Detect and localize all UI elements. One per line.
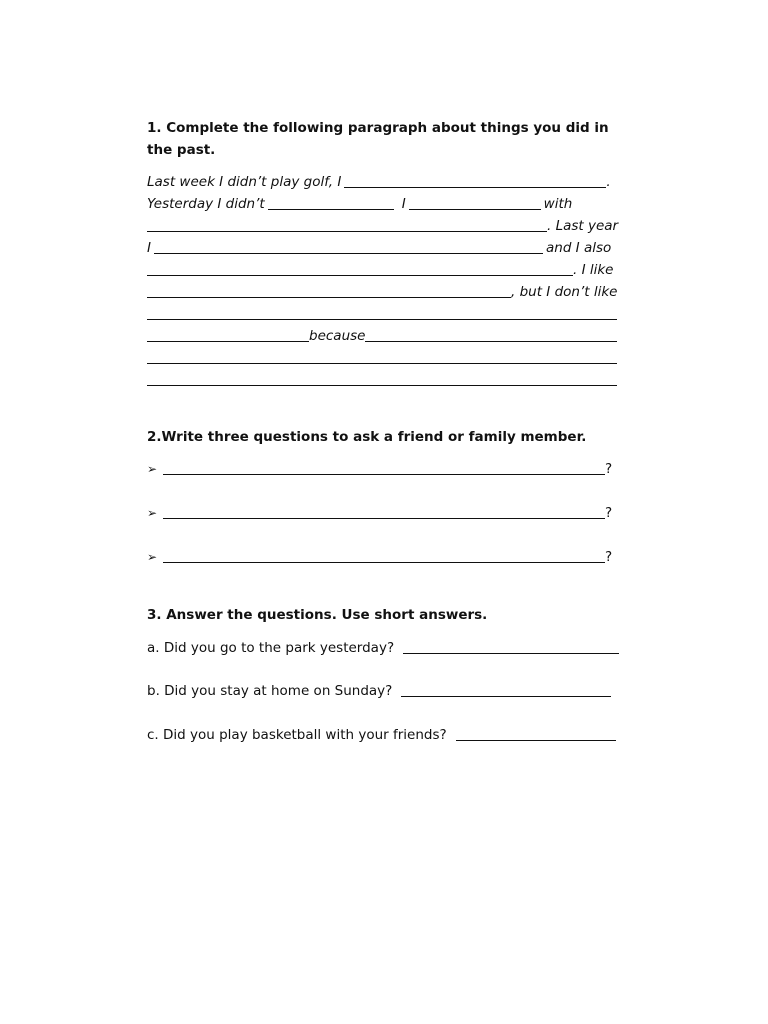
paragraph-line-5 (147, 256, 622, 278)
answer-blank-c[interactable] (456, 726, 616, 741)
section-1-heading: 1. Complete the following paragraph about things you did in the past. (147, 120, 609, 158)
question-mark: ? (605, 505, 613, 521)
line-1-text: Last week I didn’t play golf, I (147, 174, 342, 190)
question-line-3 (147, 543, 622, 565)
section-2-heading: 2.Write three questions to ask a friend or family member. (147, 429, 587, 445)
line-3-text: . Last year (547, 218, 619, 234)
answer-line-c (147, 721, 622, 743)
question-blank-3[interactable] (163, 548, 605, 563)
paragraph-line-7 (147, 300, 622, 322)
blank-line-4[interactable] (154, 239, 543, 254)
line-8-text: because (309, 328, 366, 344)
blank-line-5[interactable] (147, 261, 573, 276)
line-2-text-a: Yesterday I didn’t (147, 196, 265, 212)
arrow-bullet-icon: ➢ (147, 462, 158, 476)
question-blank-2[interactable] (163, 504, 605, 519)
section-3-heading: 3. Answer the questions. Use short answers. (147, 607, 488, 623)
answer-blank-a[interactable] (403, 639, 619, 654)
paragraph-line-8 (147, 322, 622, 344)
blank-line-6[interactable] (147, 283, 511, 298)
blank-line-8b[interactable] (365, 327, 617, 342)
paragraph-line-6 (147, 278, 622, 300)
question-a-text: a. Did you go to the park yesterday? (147, 640, 395, 656)
line-4-text-a: I (147, 240, 151, 256)
paragraph-line-9 (147, 344, 622, 366)
blank-line-1[interactable] (344, 173, 606, 188)
arrow-bullet-icon: ➢ (147, 550, 158, 564)
blank-line-7[interactable] (147, 305, 617, 320)
question-mark: ? (605, 549, 613, 565)
paragraph-line-4 (147, 234, 622, 256)
paragraph-line-10 (147, 366, 622, 388)
question-b-text: b. Did you stay at home on Sunday? (147, 683, 393, 699)
line-2-text-c: with (543, 196, 573, 212)
line-2-text-b: I (401, 196, 406, 212)
question-mark: ? (605, 461, 613, 477)
blank-line-10[interactable] (147, 371, 617, 386)
blank-line-8a[interactable] (147, 327, 309, 342)
line-1-period: . (606, 174, 611, 190)
blank-line-2a[interactable] (268, 195, 394, 210)
line-5-text: . I like (573, 262, 614, 278)
blank-line-9[interactable] (147, 349, 617, 364)
line-6-text: , but I don’t like (511, 284, 618, 300)
blank-line-3[interactable] (147, 217, 547, 232)
paragraph-line-2 (147, 190, 622, 212)
line-4-text-b: and I also (545, 240, 612, 256)
paragraph-line-1 (147, 168, 622, 190)
blank-line-2b[interactable] (409, 195, 541, 210)
arrow-bullet-icon: ➢ (147, 506, 158, 520)
question-line-2 (147, 499, 622, 521)
answer-line-a (147, 634, 622, 656)
paragraph-line-3 (147, 212, 622, 234)
question-blank-1[interactable] (163, 460, 605, 475)
answer-line-b (147, 677, 622, 699)
question-c-text: c. Did you play basketball with your friends? (147, 727, 447, 743)
answer-blank-b[interactable] (401, 682, 611, 697)
question-line-1 (147, 455, 622, 477)
